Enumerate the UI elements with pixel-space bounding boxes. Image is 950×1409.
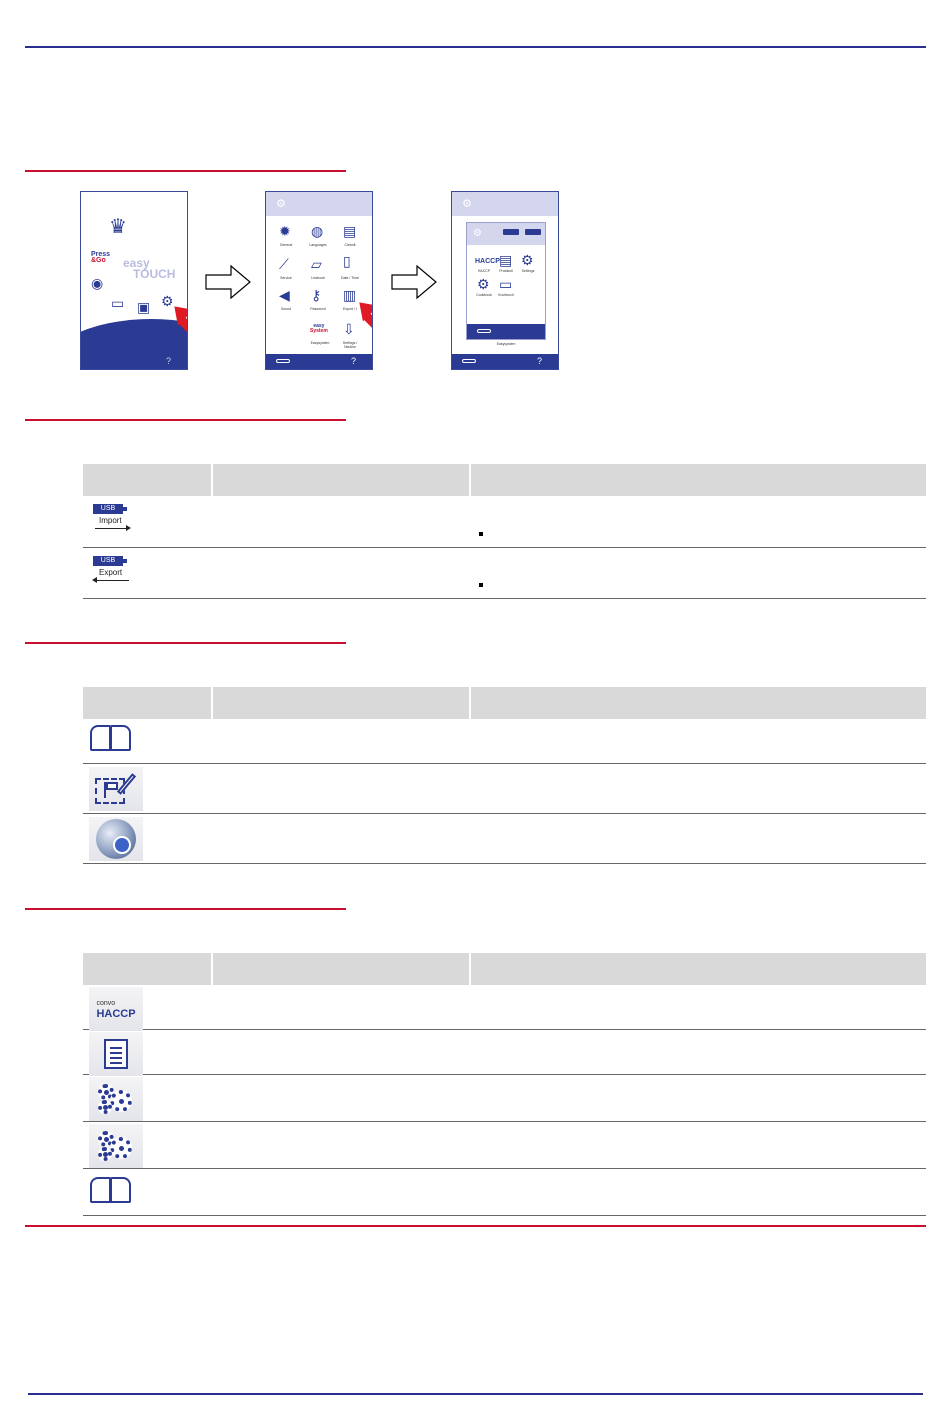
footer-rule bbox=[28, 1393, 923, 1395]
table-row bbox=[83, 496, 926, 548]
usb-export-icon[interactable]: USB Export bbox=[89, 554, 133, 590]
gears-icon: ⚙ bbox=[473, 228, 482, 239]
flag-edit-icon[interactable] bbox=[92, 772, 140, 806]
table-row bbox=[83, 719, 926, 764]
help-icon[interactable]: ? bbox=[536, 356, 542, 366]
functions-table bbox=[83, 687, 926, 864]
wrench-icon[interactable]: ⟋ bbox=[279, 256, 289, 272]
usb-export-icon[interactable]: ▥ bbox=[343, 287, 357, 303]
section-rule-4 bbox=[25, 908, 346, 910]
easy-touch-logo: easy TOUCH bbox=[123, 256, 176, 281]
export-import-popup: ⚙ HACCP HACCP ▤ Protokoll ⚙ Settings ⚙ Cookbook ▭ Kochbuch bbox=[466, 222, 546, 340]
document-icon[interactable] bbox=[104, 1039, 128, 1069]
easy-system-logo[interactable]: easy System bbox=[310, 323, 328, 334]
section-rule-3 bbox=[25, 642, 346, 644]
notebook-icon[interactable]: ▱ bbox=[311, 256, 322, 272]
list-bullet bbox=[479, 532, 483, 536]
download-settings-icon[interactable]: ⇩ bbox=[343, 321, 355, 337]
haccp-icon[interactable]: convo HACCP bbox=[96, 1000, 136, 1020]
gears-icon[interactable] bbox=[96, 1129, 136, 1163]
header-rule bbox=[25, 46, 926, 48]
screen-settings: ⚙ ✹ General ◍ Languages ▤ Cleanlt ⟋ Service ▱ Leabook ▯ Date / Time ◀ Sound ⚷ Password ▥ Export / I easy System Easysystem ⇩ Settings / Neuline ? bbox=[265, 191, 373, 370]
back-icon[interactable] bbox=[276, 359, 290, 363]
usb-import-icon[interactable] bbox=[503, 229, 519, 235]
globe-icon[interactable] bbox=[96, 819, 136, 859]
table-row bbox=[83, 1122, 926, 1169]
cleaning-icon[interactable]: ▤ bbox=[343, 223, 357, 239]
table-header bbox=[83, 464, 926, 496]
table-row bbox=[83, 814, 926, 864]
help-icon[interactable]: ? bbox=[165, 356, 171, 366]
calendar-icon[interactable]: ▣ bbox=[137, 299, 151, 315]
gears-icon[interactable] bbox=[96, 1082, 136, 1116]
back-icon[interactable] bbox=[477, 329, 491, 333]
gears-icon[interactable]: ⚙ bbox=[161, 293, 174, 309]
list-bullet bbox=[479, 583, 483, 587]
book-icon[interactable] bbox=[89, 1177, 133, 1205]
globe-icon[interactable]: ◍ bbox=[311, 223, 324, 239]
table-row bbox=[83, 764, 926, 814]
haccp-icon[interactable]: HACCP bbox=[475, 258, 500, 265]
gears-icon: ⚙ bbox=[276, 198, 286, 210]
document-icon[interactable]: ▤ bbox=[499, 252, 513, 268]
key-icon[interactable]: ⚷ bbox=[311, 287, 322, 303]
section-rule-2 bbox=[25, 419, 346, 421]
chef-hat-icon[interactable]: ♛ bbox=[109, 216, 127, 238]
table-row bbox=[83, 985, 926, 1030]
settings-wheel-icon[interactable]: ✹ bbox=[279, 223, 291, 239]
table-row bbox=[83, 1075, 926, 1122]
gears-icon: ⚙ bbox=[462, 198, 472, 210]
calendar-clock-icon[interactable]: ▯ bbox=[343, 253, 351, 269]
usb-export-icon[interactable] bbox=[525, 229, 541, 235]
help-icon[interactable]: ? bbox=[350, 356, 356, 366]
press-go-logo[interactable]: Press &Go bbox=[91, 251, 111, 264]
back-icon[interactable] bbox=[462, 359, 476, 363]
flow-arrow-1 bbox=[205, 265, 251, 299]
speaker-icon[interactable]: ◀ bbox=[279, 287, 290, 303]
plate-icon[interactable]: ◉ bbox=[91, 275, 104, 291]
section-rule-1 bbox=[25, 170, 346, 172]
usb-import-icon[interactable]: USB Import bbox=[89, 502, 133, 538]
section-rule-end bbox=[25, 1225, 926, 1227]
table-row bbox=[83, 548, 926, 599]
gears-icon[interactable]: ⚙ bbox=[477, 276, 490, 292]
flow-arrow-2 bbox=[391, 265, 437, 299]
book-icon[interactable] bbox=[89, 725, 133, 753]
book-icon[interactable]: ▭ bbox=[499, 276, 513, 292]
screen-export-import: ⚙ ⚙ HACCP HACCP ▤ Protokoll ⚙ Settings ⚙ Cookbook ▭ Kochbuch Easysystem ? bbox=[451, 191, 559, 370]
table-row bbox=[83, 1030, 926, 1075]
table-row bbox=[83, 1169, 926, 1216]
table-header bbox=[83, 953, 926, 985]
gears-icon[interactable]: ⚙ bbox=[521, 252, 534, 268]
export-table bbox=[83, 953, 926, 1216]
screen-home bbox=[80, 191, 188, 370]
table-header bbox=[83, 687, 926, 719]
book-icon[interactable]: ▭ bbox=[111, 295, 125, 311]
usb-table bbox=[83, 464, 926, 599]
